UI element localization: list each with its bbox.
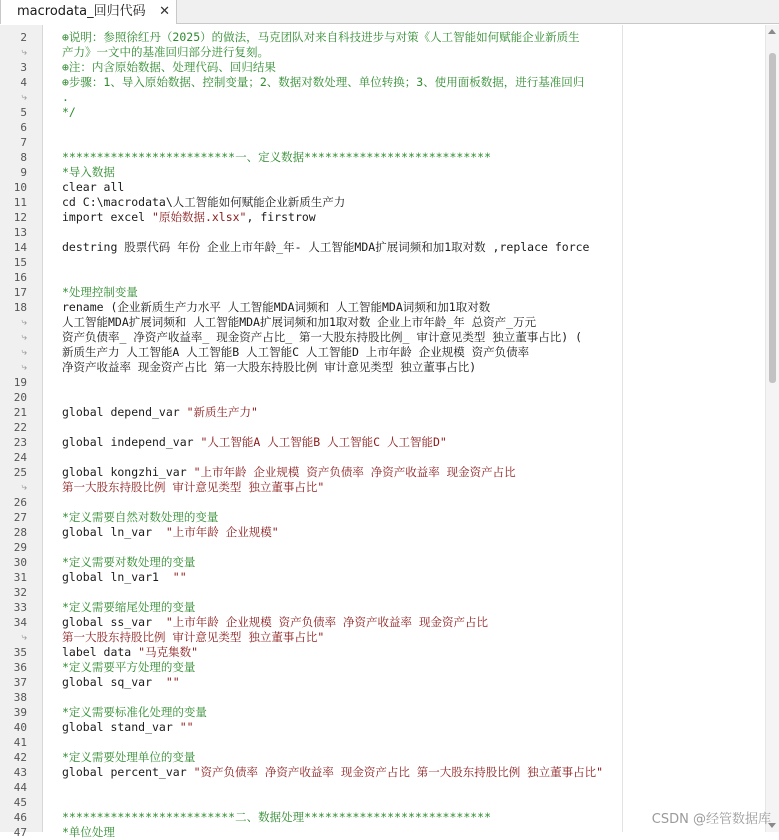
code-text <box>62 360 476 375</box>
code-comment: *************************一、定义数据*************************** <box>62 150 492 164</box>
code-text <box>62 405 258 420</box>
code-text <box>62 615 488 630</box>
code-text <box>62 75 584 90</box>
line-number: 28 <box>13 526 27 539</box>
code-comment: ⊕注：内含原始数据、处理代码、回归结果 <box>62 60 276 74</box>
code-line[interactable] <box>0 240 760 255</box>
code-text <box>62 180 124 195</box>
line-number: 2 <box>20 31 27 44</box>
line-number: 17 <box>13 286 27 299</box>
csdn-watermark: CSDN @经管数据库 <box>651 812 771 827</box>
code-text <box>62 480 324 495</box>
code-comment: *定义需要对数处理的变量 <box>62 555 196 569</box>
code-line[interactable] <box>0 255 760 270</box>
code-comment: ⊕步骤：1、导入原始数据、控制变量；2、数据对数处理、单位转换；3、使用面板数据，进行基准回归 <box>62 75 585 89</box>
code-text <box>62 570 187 585</box>
code-token: 资产负债率_ 净资产收益率_ 现金资产占比_ 第一大股东持股比例_ 审计意见类型 独立董事占比) ( <box>62 330 583 344</box>
code-comment: *定义需要平方处理的变量 <box>62 660 196 674</box>
code-text <box>62 240 589 255</box>
code-text <box>62 825 115 840</box>
code-text <box>62 720 194 735</box>
code-string: "" <box>172 570 187 584</box>
code-text <box>62 810 491 825</box>
line-number: 25 <box>13 466 27 479</box>
code-line[interactable] <box>0 810 760 825</box>
code-token: global ln_var <box>62 525 166 539</box>
code-comment: */ <box>62 105 76 119</box>
code-text <box>62 60 276 75</box>
code-text <box>62 285 138 300</box>
code-comment: . <box>62 90 69 104</box>
line-number: 39 <box>13 706 27 719</box>
code-token: 新质生产力 人工智能A 人工智能B 人工智能C 人工智能D 上市年龄 企业规模 资产负债率 <box>62 345 530 359</box>
code-line[interactable] <box>0 300 760 315</box>
line-number: 18 <box>13 301 27 314</box>
line-number: 31 <box>13 571 27 584</box>
line-number: 4 <box>20 76 27 89</box>
line-number: 43 <box>13 766 27 779</box>
code-string: 第一大股东持股比例 审计意见类型 独立董事占比" <box>62 630 325 644</box>
line-number: 38 <box>13 691 27 704</box>
wrap-indicator-icon: ⤷ <box>21 317 27 328</box>
code-comment: *定义需要自然对数处理的变量 <box>62 510 219 524</box>
code-token: global stand_var <box>62 720 180 734</box>
code-string: "新质生产力" <box>186 405 258 419</box>
code-string: "" <box>165 675 180 689</box>
code-comment: 产力》一文中的基准回归部分进行复刻。 <box>62 45 269 59</box>
code-text <box>62 345 529 360</box>
code-token: import excel <box>62 210 153 224</box>
line-number: 27 <box>13 511 27 524</box>
code-line[interactable] <box>0 825 760 840</box>
code-line[interactable] <box>0 180 760 195</box>
line-number: 8 <box>20 151 27 164</box>
code-line[interactable] <box>0 450 760 465</box>
code-line[interactable] <box>0 465 760 480</box>
code-string: "原始数据.xlsx" <box>152 210 247 224</box>
line-number: 23 <box>13 436 27 449</box>
line-number: 42 <box>13 751 27 764</box>
tab-macrodata[interactable] <box>0 0 177 24</box>
code-text <box>62 315 536 330</box>
code-line[interactable] <box>0 480 760 495</box>
code-line[interactable] <box>0 105 760 120</box>
line-number: 35 <box>13 646 27 659</box>
code-line[interactable] <box>0 540 760 555</box>
code-line[interactable] <box>0 315 760 330</box>
line-number: 40 <box>13 721 27 734</box>
line-number: 37 <box>13 676 27 689</box>
line-number: 3 <box>20 61 27 74</box>
code-comment: *导入数据 <box>62 165 115 179</box>
code-line[interactable] <box>0 615 760 630</box>
code-string: "马克集数" <box>138 645 199 659</box>
code-token: destring 股票代码 年份 企业上市年龄_年- 人工智能MDA扩展词频和加1取对数 ,replace force <box>62 240 590 254</box>
code-text <box>62 195 345 210</box>
line-number: 6 <box>20 121 27 134</box>
code-text <box>62 660 195 675</box>
code-text <box>62 330 582 345</box>
close-icon[interactable]: ✕ <box>159 4 170 19</box>
code-comment: *处理控制变量 <box>62 285 138 299</box>
code-text <box>62 210 316 225</box>
line-number: 30 <box>13 556 27 569</box>
scroll-up-icon[interactable] <box>768 29 776 34</box>
code-text <box>62 765 603 780</box>
line-number: 7 <box>20 136 27 149</box>
code-line[interactable] <box>0 45 760 60</box>
code-line[interactable] <box>0 765 760 780</box>
line-number: 19 <box>13 376 27 389</box>
wrap-indicator-icon: ⤷ <box>21 482 27 493</box>
code-line[interactable] <box>0 390 760 405</box>
code-line[interactable] <box>0 705 760 720</box>
wrap-indicator-icon: ⤷ <box>21 47 27 58</box>
code-comment: *单位处理 <box>62 825 115 839</box>
tab-bar <box>0 0 779 24</box>
wrap-indicator-icon: ⤷ <box>21 362 27 373</box>
code-line[interactable] <box>0 435 760 450</box>
line-number: 46 <box>13 811 27 824</box>
line-number: 44 <box>13 781 27 794</box>
code-line[interactable] <box>0 735 760 750</box>
code-token: clear all <box>62 180 125 194</box>
code-string: "人工智能A 人工智能B 人工智能C 人工智能D" <box>200 435 447 449</box>
code-line[interactable] <box>0 495 760 510</box>
code-text <box>62 705 207 720</box>
line-number: 15 <box>13 256 27 269</box>
code-line[interactable] <box>0 360 760 375</box>
line-number: 11 <box>13 196 27 209</box>
line-number: 34 <box>13 616 27 629</box>
code-line[interactable] <box>0 375 760 390</box>
code-string: "上市年龄 企业规模" <box>165 525 279 539</box>
wrap-indicator-icon: ⤷ <box>21 632 27 643</box>
code-text <box>62 90 69 105</box>
code-text <box>62 600 195 615</box>
code-token: label data <box>62 645 139 659</box>
code-text <box>62 150 491 165</box>
code-string: "上市年龄 企业规模 资产负债率 净资产收益率 现金资产占比 <box>165 615 488 629</box>
code-token: global independ_var <box>62 435 201 449</box>
line-number: 20 <box>13 391 27 404</box>
line-number: 5 <box>20 106 27 119</box>
code-line[interactable] <box>0 405 760 420</box>
code-text <box>62 630 324 645</box>
line-number: 32 <box>13 586 27 599</box>
code-text <box>62 750 195 765</box>
code-text <box>62 465 516 480</box>
code-text <box>62 510 218 525</box>
code-string: "上市年龄 企业规模 资产负债率 净资产收益率 现金资产占比 <box>193 465 516 479</box>
line-number: 22 <box>13 421 27 434</box>
code-line[interactable] <box>0 555 760 570</box>
code-comment: *定义需要处理单位的变量 <box>62 750 196 764</box>
code-line[interactable] <box>0 60 760 75</box>
wrap-indicator-icon: ⤷ <box>21 92 27 103</box>
vertical-scrollbar[interactable] <box>765 25 779 832</box>
code-text <box>62 525 279 540</box>
code-line[interactable] <box>0 780 760 795</box>
code-string: "资产负债率 净资产收益率 现金资产占比 第一大股东持股比例 独立董事占比" <box>193 765 604 779</box>
code-line[interactable] <box>0 75 760 90</box>
line-number: 26 <box>13 496 27 509</box>
code-text <box>62 435 447 450</box>
line-number: 12 <box>13 211 27 224</box>
code-line[interactable] <box>0 225 760 240</box>
code-line[interactable] <box>0 150 760 165</box>
code-line[interactable] <box>0 645 760 660</box>
code-text <box>62 45 269 60</box>
code-text <box>62 30 580 45</box>
code-token: cd C:\macrodata\人工智能如何赋能企业新质生产力 <box>62 195 346 209</box>
line-number: 13 <box>13 226 27 239</box>
code-comment: *定义需要缩尾处理的变量 <box>62 600 196 614</box>
code-string: 第一大股东持股比例 审计意见类型 独立董事占比" <box>62 480 325 494</box>
code-text <box>62 300 490 315</box>
line-number: 29 <box>13 541 27 554</box>
code-text <box>62 645 198 660</box>
line-number: 47 <box>13 826 27 839</box>
code-line[interactable] <box>0 285 760 300</box>
code-text <box>62 555 195 570</box>
line-number: 9 <box>20 166 27 179</box>
code-token: global ln_var1 <box>62 570 173 584</box>
code-line[interactable] <box>0 195 760 210</box>
code-line[interactable] <box>0 570 760 585</box>
code-line[interactable] <box>0 525 760 540</box>
code-comment: *************************二、数据处理*************************** <box>62 810 492 824</box>
code-line[interactable] <box>0 660 760 675</box>
code-line[interactable] <box>0 795 760 810</box>
code-line[interactable] <box>0 30 760 45</box>
line-number: 16 <box>13 271 27 284</box>
code-text <box>62 675 180 690</box>
code-comment: *定义需要标准化处理的变量 <box>62 705 207 719</box>
code-line[interactable] <box>0 345 760 360</box>
code-token: global depend_var <box>62 405 187 419</box>
code-token: global sq_var <box>62 675 166 689</box>
line-number: 21 <box>13 406 27 419</box>
code-line[interactable] <box>0 630 760 645</box>
line-number: 45 <box>13 796 27 809</box>
wrap-indicator-icon: ⤷ <box>21 347 27 358</box>
code-editor[interactable] <box>0 25 779 839</box>
code-line[interactable] <box>0 510 760 525</box>
code-line[interactable] <box>0 90 760 105</box>
code-string: "" <box>179 720 194 734</box>
code-comment: ⊕说明：参照徐红丹（2025）的做法，马克团队对来自科技进步与对策《人工智能如何赋能企业新质生 <box>62 30 580 44</box>
code-token: rename (企业新质生产力水平 人工智能MDA词频和 人工智能MDA词频和加1取对数 <box>62 300 491 314</box>
code-token: global kongzhi_var <box>62 465 194 479</box>
tab-title: macrodata_回归代码 <box>17 4 146 19</box>
line-number: 10 <box>13 181 27 194</box>
code-token: global percent_var <box>62 765 194 779</box>
code-line[interactable] <box>0 165 760 180</box>
line-number: 33 <box>13 601 27 614</box>
code-line[interactable] <box>0 690 760 705</box>
code-line[interactable] <box>0 120 760 135</box>
code-line[interactable] <box>0 750 760 765</box>
code-line[interactable] <box>0 420 760 435</box>
wrap-indicator-icon: ⤷ <box>21 332 27 343</box>
code-line[interactable] <box>0 600 760 615</box>
code-token: global ss_var <box>62 615 166 629</box>
line-number: 24 <box>13 451 27 464</box>
code-text <box>62 105 76 120</box>
line-number: 14 <box>13 241 27 254</box>
code-line[interactable] <box>0 585 760 600</box>
code-text <box>62 165 115 180</box>
code-line[interactable] <box>0 675 760 690</box>
code-token: 人工智能MDA扩展词频和 人工智能MDA扩展词频和加1取对数 企业上市年龄_年 总资产_万元 <box>62 315 537 329</box>
code-line[interactable] <box>0 270 760 285</box>
line-number: 36 <box>13 661 27 674</box>
code-token: 净资产收益率 现金资产占比 第一大股东持股比例 审计意见类型 独立董事占比) <box>62 360 477 374</box>
code-token: , firstrow <box>246 210 316 224</box>
line-number: 41 <box>13 736 27 749</box>
scrollbar-thumb[interactable] <box>769 53 776 383</box>
code-line[interactable] <box>0 330 760 345</box>
code-line[interactable] <box>0 210 760 225</box>
code-line[interactable] <box>0 135 760 150</box>
code-line[interactable] <box>0 720 760 735</box>
